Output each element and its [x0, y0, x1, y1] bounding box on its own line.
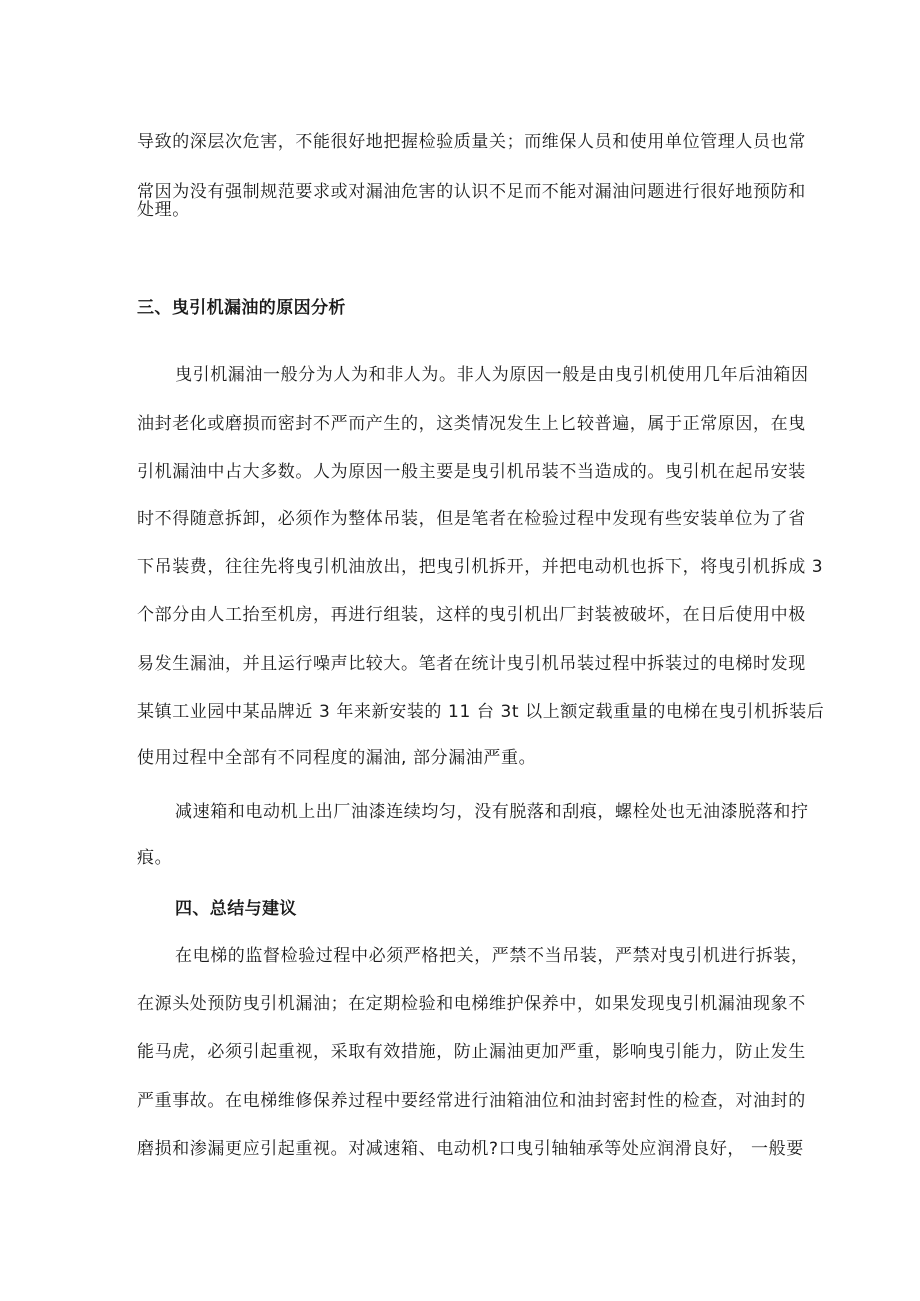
section4-p1-line-5: 磨损和渗漏更应引起重视。对减速箱、电动机?口曳引轴轴承等处应润滑良好， 一般要 [137, 1139, 804, 1159]
section3-p1-line-4: 时不得随意拆卸，必须作为整体吊装，但是笔者在检验过程中发现有些安装单位为了省 [137, 509, 806, 529]
section3-p1-line-8: 某镇工业园中某品牌近 3 年来新安装的 11 台 3t 以上额定载重量的电梯在曳引机拆装后 [137, 702, 825, 722]
section3-p1-line-7: 易发生漏油，并且运行噪声比较大。笔者在统计曳引机吊装过程中拆装过的电梯时发现 [137, 654, 806, 674]
section3-p1-line-9: 使用过程中全部有不同程度的漏油, 部分漏油严重。 [137, 748, 537, 768]
section3-p1-line-5: 下吊装费，往往先将曳引机油放出，把曳引机拆开，并把电动机也拆下，将曳引机拆成 3 [137, 557, 824, 577]
section4-p1-line-4: 严重事故。在电梯维修保养过程中要经常进行油箱油位和油封密封性的检查，对油封的 [137, 1091, 806, 1111]
section4-p1-line-2: 在源头处预防曳引机漏油；在定期检验和电梯维护保养中，如果发现曳引机漏油现象不 [137, 994, 806, 1014]
section3-p1-line-6: 个部分由人工抬至机房，再进行组装，这样的曳引机出厂封装被破坏，在日后使用中极 [137, 605, 806, 625]
intro-line-2: 常因为没有强制规范要求或对漏油危害的认识不足而不能对漏油问题进行很好地预防和 [137, 182, 806, 202]
section4-p1-line-3: 能马虎，必须引起重视，采取有效措施，防止漏油更加严重，影响曳引能力，防止发生 [137, 1042, 806, 1062]
section4-p1-line-1: 在电梯的监督检验过程中必须严格把关，严禁不当吊装，严禁对曳引机进行拆装， [175, 946, 809, 966]
section3-heading: 三、曳引机漏油的原因分析 [137, 298, 346, 318]
section3-p1-line-3: 引机漏油中占大多数。人为原因一般主要是曳引机吊装不当造成的。曳引机在起吊安装 [137, 462, 806, 482]
intro-line-3: 处理。 [137, 200, 190, 220]
section3-p1-line-1: 曳引机漏油一般分为人为和非人为。非人为原因一般是由曳引机使用几年后油箱因 [175, 365, 809, 385]
section3-p2-line-1: 减速箱和电动机上出厂油漆连续均匀，没有脱落和刮痕，螺栓处也无油漆脱落和拧 [175, 802, 809, 822]
section3-p2-line-2: 痕。 [137, 848, 173, 868]
intro-line-1: 导致的深层次危害，不能很好地把握检验质量关；而维保人员和使用单位管理人员也常 [137, 132, 806, 152]
section4-heading: 四、总结与建议 [175, 899, 297, 919]
section3-p1-line-2: 油封老化或磨损而密封不严而产生的，这类情况发生上匕较普遍，属于正常原因，在曳 [137, 414, 806, 434]
